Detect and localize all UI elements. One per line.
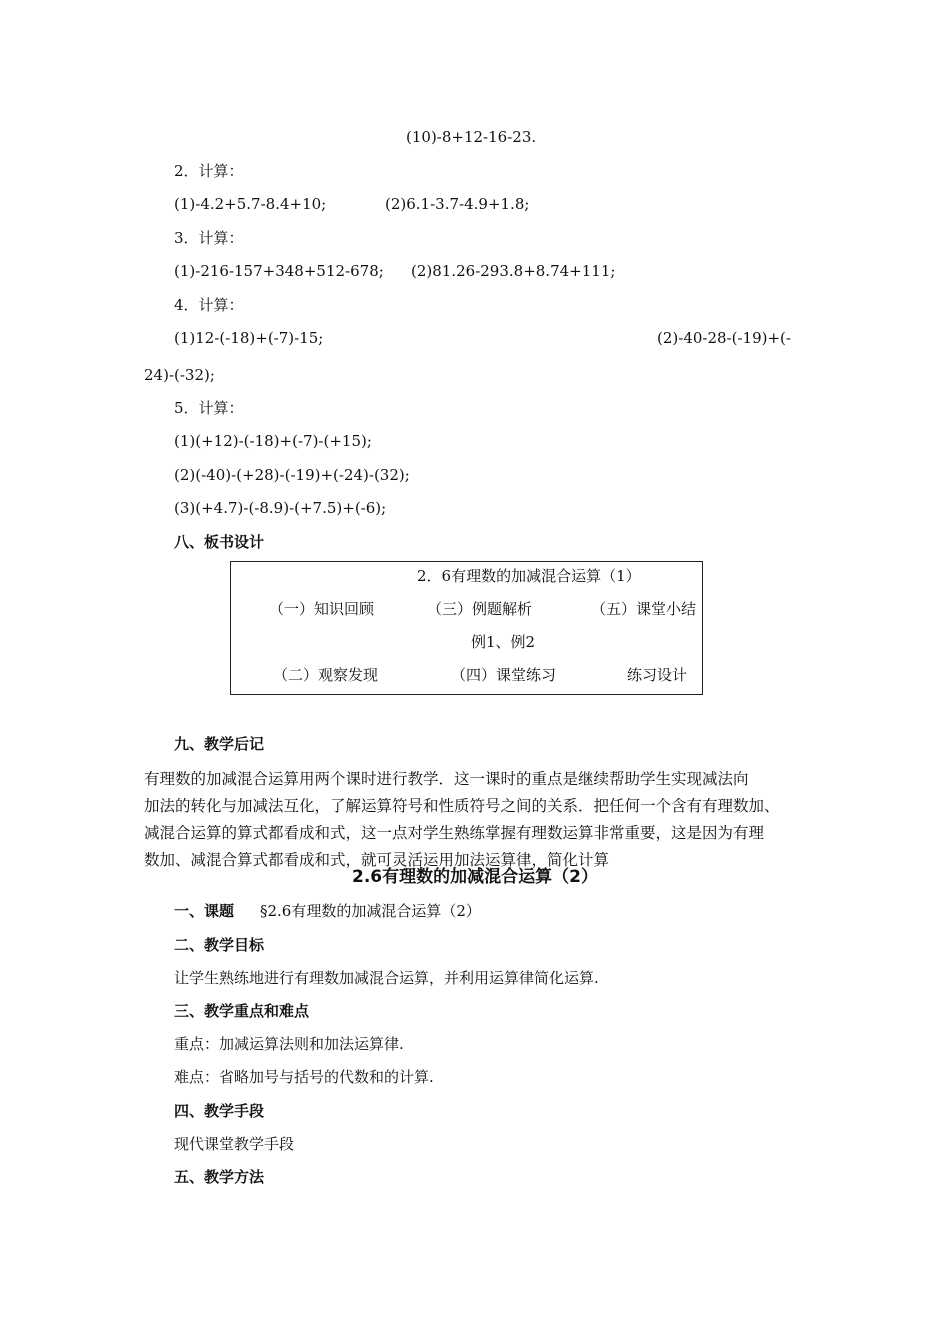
question-5-part-2: (2)(-40)-(+28)-(-19)+(-24)-(32); [174, 466, 410, 484]
lesson-2-section-3-heading: 三、教学重点和难点 [174, 1002, 310, 1020]
lesson-2-section-5-heading: 五、教学方法 [174, 1168, 265, 1186]
board-exercise-design: 练习设计 [627, 666, 688, 684]
lesson-2-section-2-heading: 二、教学目标 [174, 936, 265, 954]
question-4-part-1: (1)12-(-18)+(-7)-15; [174, 329, 324, 347]
question-2-label: 2．计算： [174, 162, 244, 180]
question-4-part-2-start: (2)-40-28-(-19)+(- [657, 329, 791, 347]
board-knowledge-review: （一）知识回顾 [269, 600, 375, 618]
question-3-label: 3．计算： [174, 229, 244, 247]
lesson-2-difficult-point: 难点：省略加号与括号的代数和的计算. [174, 1068, 434, 1086]
board-design-box [230, 561, 703, 695]
postscript-line: 加法的转化与加减法互化，了解运算符号和性质符号之间的关系．把任何一个含有有理数加、 [144, 797, 780, 815]
question-3-part-1: (1)-216-157+348+512-678; [174, 262, 384, 280]
postscript-line: 数加、减混合算式都看成和式，就可灵活运用加法运算律，简化计算 [144, 851, 610, 869]
question-4-label: 4．计算： [174, 296, 244, 314]
board-examples: 例1、例2 [471, 633, 536, 651]
lesson-2-objective: 让学生熟练地进行有理数加减混合运算，并利用运算律简化运算. [174, 969, 599, 987]
lesson-2-title: 2.6有理数的加减混合运算（2） [352, 867, 598, 887]
lesson-2-key-point: 重点：加减运算法则和加法运算律. [174, 1035, 404, 1053]
lesson-2-topic: §2.6有理数的加减混合运算（2） [260, 902, 481, 920]
board-class-summary: （五）课堂小结 [591, 600, 697, 618]
board-observation: （二）观察发现 [273, 666, 379, 684]
exercise-item-10: (10)-8+12-16-23. [406, 128, 537, 146]
question-5-part-3: (3)(+4.7)-(-8.9)-(+7.5)+(-6); [174, 499, 387, 517]
lesson-2-teaching-means: 现代课堂教学手段 [174, 1135, 295, 1153]
board-example-analysis: （三）例题解析 [427, 600, 533, 618]
question-2-part-2: (2)6.1-3.7-4.9+1.8; [385, 195, 530, 213]
postscript-line: 有理数的加减混合运算用两个课时进行教学．这一课时的重点是继续帮助学生实现减法向 [144, 770, 749, 788]
board-title: 2．6有理数的加减混合运算（1） [417, 567, 641, 585]
question-2-part-1: (1)-4.2+5.7-8.4+10; [174, 195, 327, 213]
lesson-2-section-4-heading: 四、教学手段 [174, 1102, 265, 1120]
question-5-part-1: (1)(+12)-(-18)+(-7)-(+15); [174, 432, 372, 450]
postscript-paragraph [144, 766, 824, 874]
question-3-part-2: (2)81.26-293.8+8.74+111; [411, 262, 616, 280]
question-4-part-2-end: 24)-(-32); [144, 366, 215, 384]
lesson-2-section-1-heading: 一、课题 [174, 902, 235, 920]
section-8-heading: 八、板书设计 [174, 533, 265, 551]
question-5-label: 5．计算： [174, 399, 244, 417]
board-class-practice: （四）课堂练习 [451, 666, 557, 684]
section-9-heading: 九、教学后记 [174, 735, 265, 753]
postscript-line: 减混合运算的算式都看成和式，这一点对学生熟练掌握有理数运算非常重要，这是因为有理 [144, 824, 765, 842]
